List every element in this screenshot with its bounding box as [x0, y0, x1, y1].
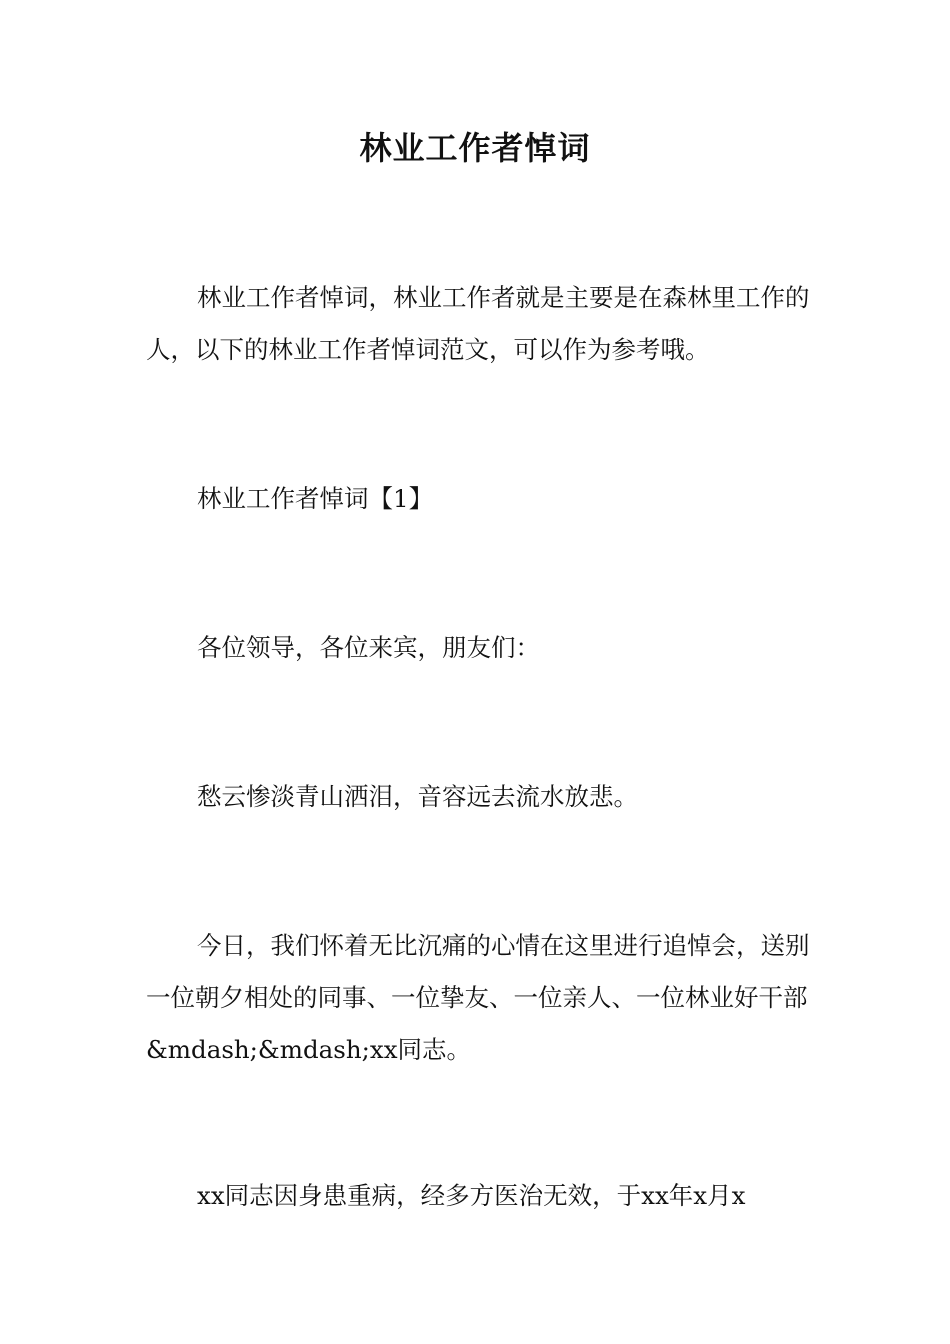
salutation-paragraph: 各位领导，各位来宾，朋友们：	[197, 633, 540, 662]
illness-paragraph: xx同志因身患重病，经多方医治无效，于xx年x月x	[197, 1181, 746, 1210]
document-title: 林业工作者悼词	[359, 129, 591, 167]
intro-paragraph: 林业工作者悼词，林业工作者就是主要是在森林里工作的人，以下的林业工作者悼词范文，可以作为参考哦。	[146, 283, 810, 364]
section-heading: 林业工作者悼词【1】	[197, 484, 434, 513]
couplet-paragraph: 愁云惨淡青山洒泪，音容远去流水放悲。	[197, 782, 638, 811]
memorial-paragraph: 今日，我们怀着无比沉痛的心情在这里进行追悼会，送别一位朝夕相处的同事、一位挚友、一位亲人、一位林业好干部&mdash;&mdash;xx同志。	[146, 931, 810, 1064]
